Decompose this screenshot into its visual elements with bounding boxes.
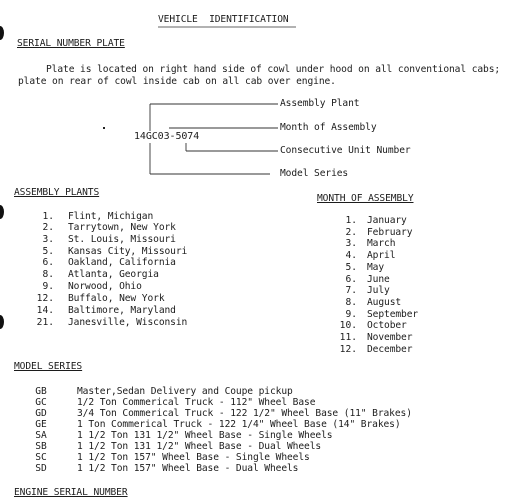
stray-mark — [103, 127, 105, 129]
list-item-number: 8. — [345, 297, 357, 308]
model-description: 1 1/2 Ton 131 1/2" Wheel Base - Single Wheels — [77, 430, 333, 441]
punch-hole-bottom — [0, 315, 4, 329]
list-item-number: 12. — [36, 293, 54, 304]
serial-plate-text-line2: plate on rear of cowl inside cab on all cab over engine. — [18, 76, 336, 87]
list-item-number: 11. — [339, 332, 357, 343]
list-item: Norwood, Ohio — [68, 281, 142, 292]
list-item-number: 1. — [42, 211, 54, 222]
punch-hole-top — [0, 26, 4, 40]
list-item-number: 8. — [42, 269, 54, 280]
list-item: Atlanta, Georgia — [68, 269, 159, 280]
list-item-number: 2. — [345, 227, 357, 238]
model-code: SB — [35, 441, 47, 452]
label-month-of-assembly: Month of Assembly — [280, 122, 377, 133]
label-assembly-plant: Assembly Plant — [280, 98, 360, 109]
model-description: 1/2 Ton Commerical Truck - 112" Wheel Base — [77, 397, 316, 408]
list-item-number: 21. — [36, 317, 54, 328]
model-code: GB — [35, 386, 47, 397]
list-item-number: 9. — [345, 309, 357, 320]
engine-serial-heading: ENGINE SERIAL NUMBER — [14, 487, 128, 498]
list-item: Kansas City, Missouri — [68, 246, 188, 257]
serial-plate-text-line1: Plate is located on right hand side of cowl under hood on all conventional cabs; — [46, 64, 501, 75]
list-item: January — [367, 215, 407, 226]
list-item: Flint, Michigan — [68, 211, 154, 222]
list-item-number: 1. — [345, 215, 357, 226]
model-code: GC — [35, 397, 47, 408]
list-item-number: 6. — [345, 274, 357, 285]
serial-plate-heading: SERIAL NUMBER PLATE — [17, 38, 125, 49]
list-item: Baltimore, Maryland — [68, 305, 176, 316]
list-item: Janesville, Wisconsin — [68, 317, 188, 328]
model-code: GE — [35, 419, 47, 430]
model-description: Master,Sedan Delivery and Coupe pickup — [77, 386, 293, 397]
list-item-number: 3. — [345, 238, 357, 249]
model-description: 1 1/2 Ton 157" Wheel Base - Single Wheels — [77, 452, 310, 463]
model-series-heading: MODEL SERIES — [14, 361, 83, 372]
assembly-plants-heading: ASSEMBLY PLANTS — [14, 187, 100, 198]
label-consecutive-unit: Consecutive Unit Number — [280, 145, 411, 156]
list-item: August — [367, 297, 402, 308]
list-item: May — [367, 262, 385, 273]
page-title: VEHICLE IDENTIFICATION — [158, 14, 289, 25]
list-item: Tarrytown, New York — [68, 222, 176, 233]
serial-example: 14GC03-5074 — [134, 131, 200, 142]
list-item-number: 4. — [345, 250, 357, 261]
model-description: 1 Ton Commerical Truck - 122 1/4" Wheel Base (14" Brakes) — [77, 419, 401, 430]
list-item-number: 9. — [42, 281, 54, 292]
list-item-number: 5. — [345, 262, 357, 273]
list-item: Oakland, California — [68, 257, 176, 268]
list-item: St. Louis, Missouri — [68, 234, 176, 245]
list-item-number: 10. — [339, 320, 357, 331]
list-item: March — [367, 238, 396, 249]
month-of-assembly-heading: MONTH OF ASSEMBLY — [317, 193, 414, 204]
punch-hole-middle — [0, 205, 4, 219]
list-item: July — [367, 285, 390, 296]
model-code: SC — [35, 452, 47, 463]
list-item-number: 14. — [36, 305, 54, 316]
list-item: Buffalo, New York — [68, 293, 165, 304]
list-item-number: 6. — [42, 257, 54, 268]
list-item: November — [367, 332, 413, 343]
list-item-number: 3. — [42, 234, 54, 245]
model-code: GD — [35, 408, 47, 419]
model-description: 1 1/2 Ton 157" Wheel Base - Dual Wheels — [77, 463, 299, 474]
label-model-series: Model Series — [280, 168, 349, 179]
list-item-number: 7. — [345, 285, 357, 296]
model-description: 3/4 Ton Commerical Truck - 122 1/2" Wheel Base (11" Brakes) — [77, 408, 412, 419]
model-code: SA — [35, 430, 47, 441]
model-description: 1 1/2 Ton 131 1/2" Wheel Base - Dual Wheels — [77, 441, 322, 452]
list-item: June — [367, 274, 390, 285]
model-code: SD — [35, 463, 47, 474]
list-item: February — [367, 227, 413, 238]
list-item-number: 12. — [339, 344, 357, 355]
list-item-number: 5. — [42, 246, 54, 257]
list-item: December — [367, 344, 413, 355]
list-item: October — [367, 320, 407, 331]
list-item: September — [367, 309, 419, 320]
list-item: April — [367, 250, 396, 261]
list-item-number: 2. — [42, 222, 54, 233]
